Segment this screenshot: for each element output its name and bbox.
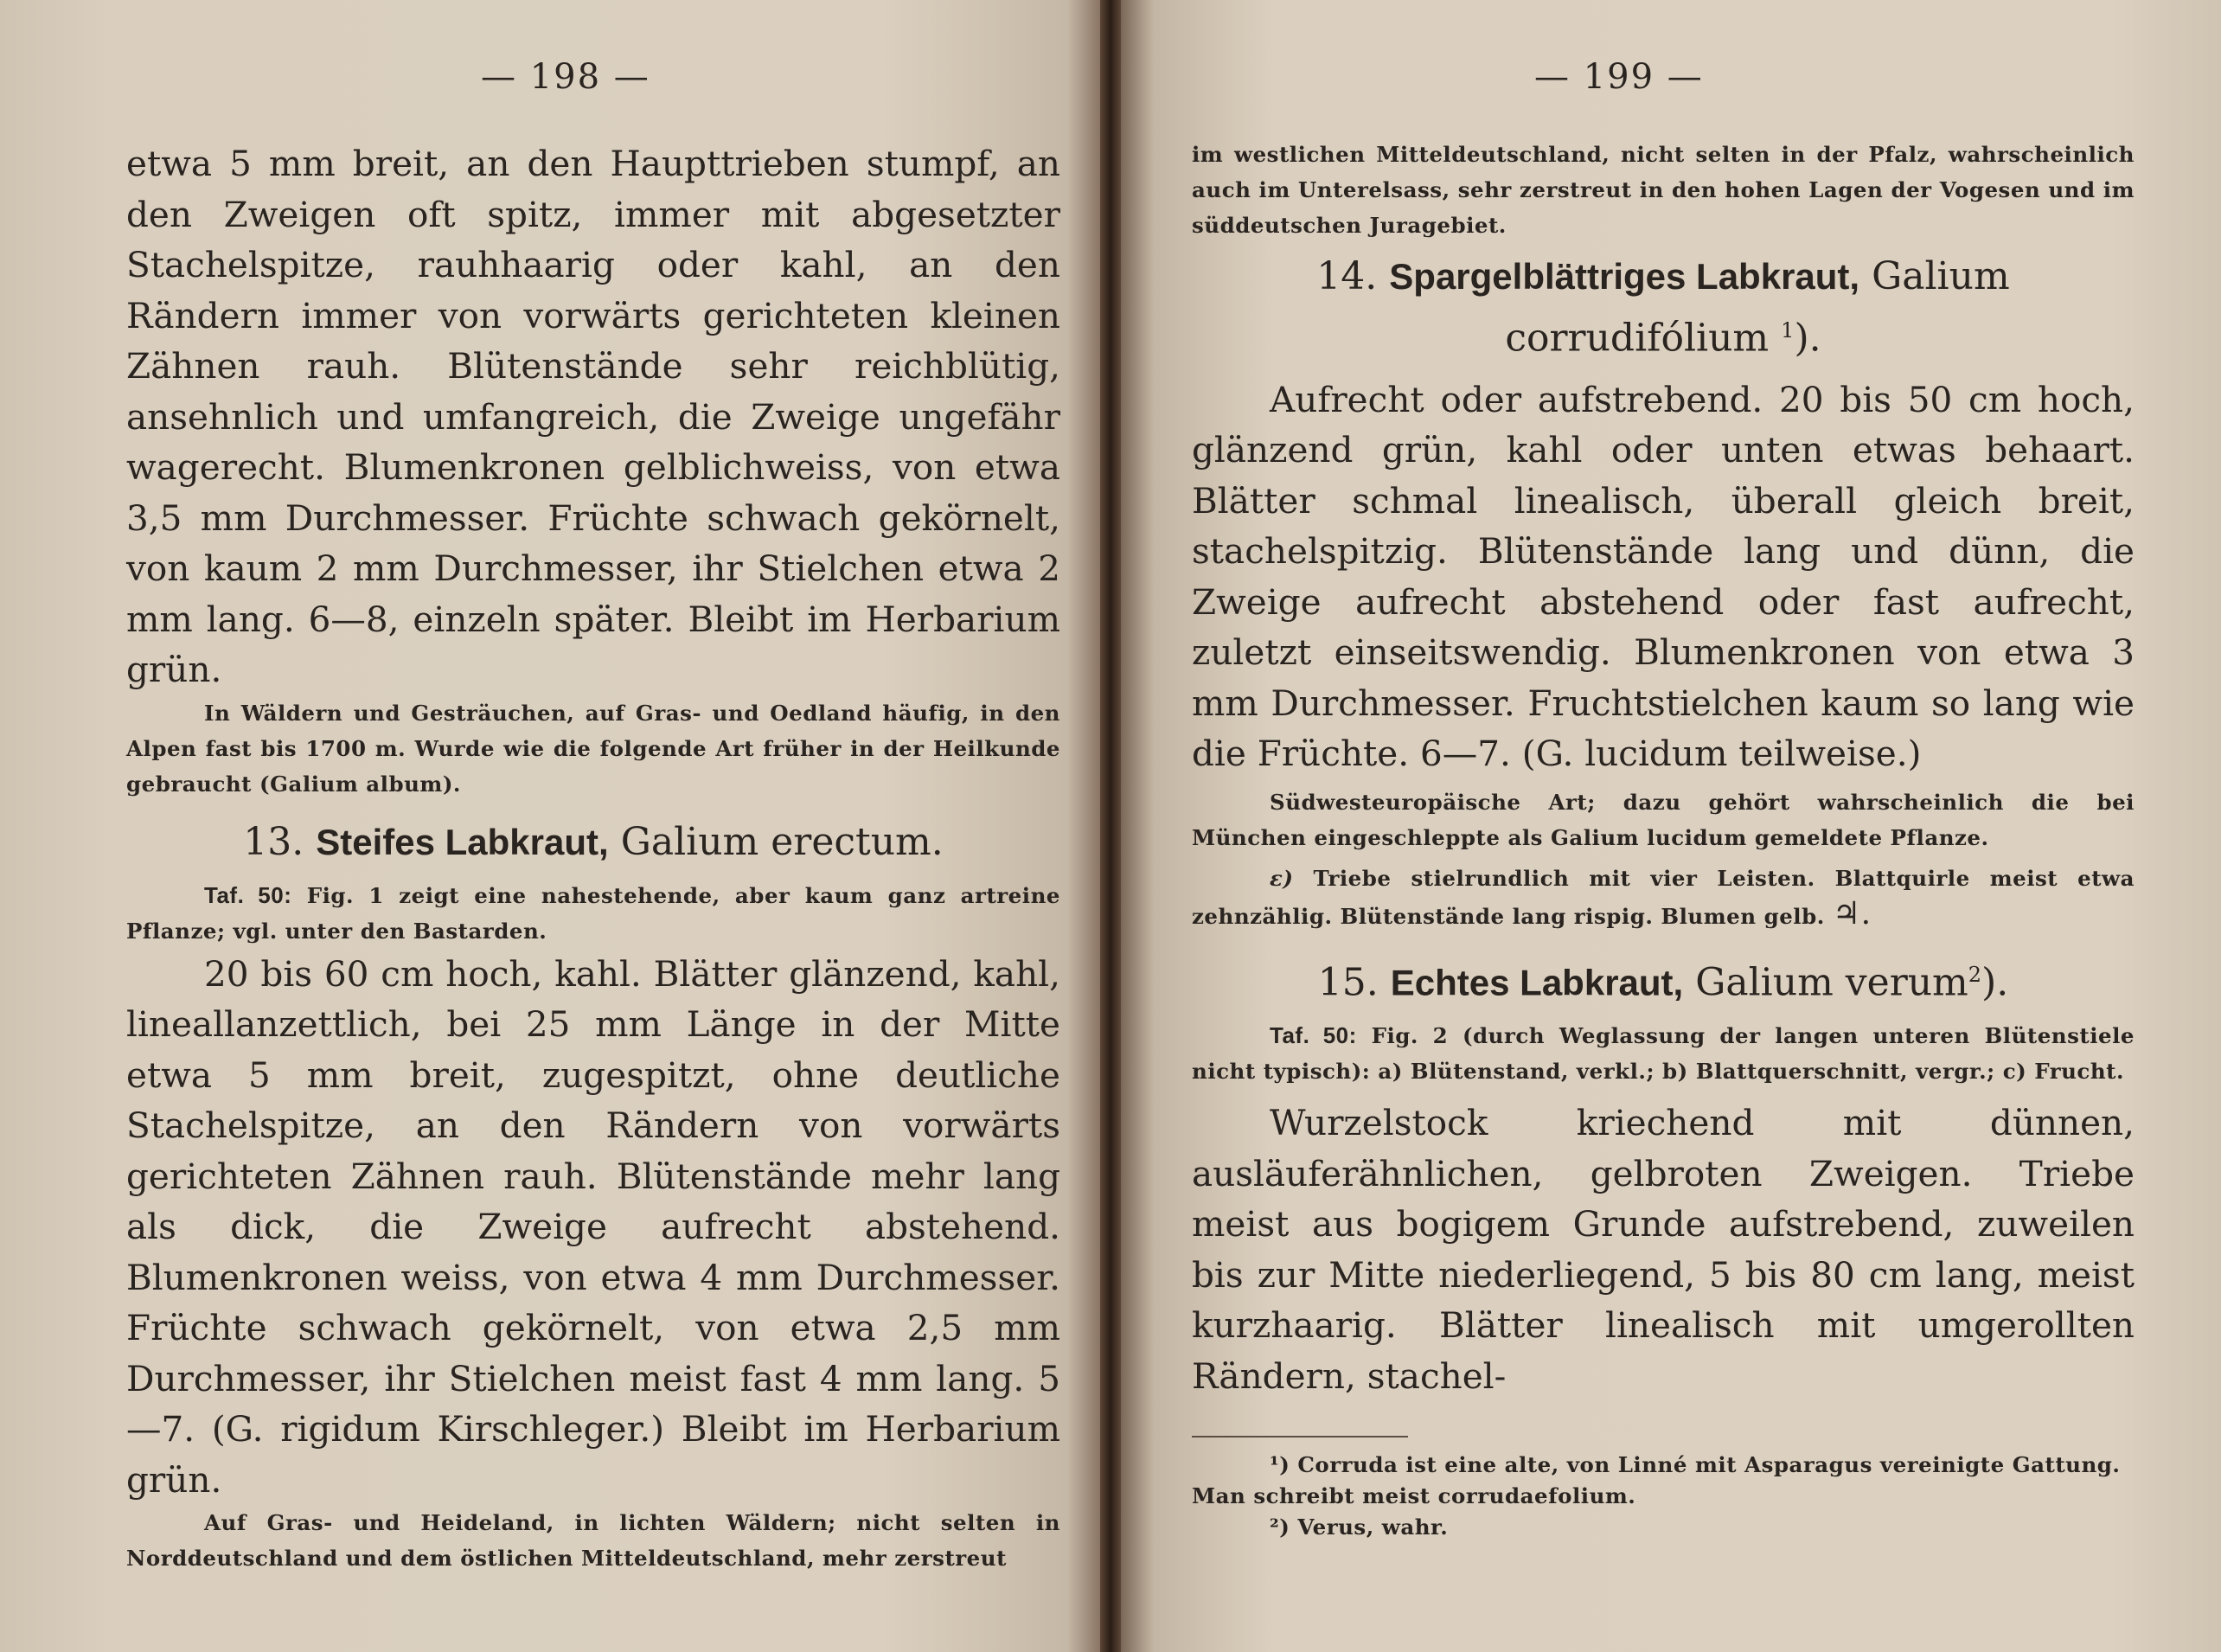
footnote — [1192, 1450, 2135, 1512]
species-heading — [126, 816, 1060, 869]
habitat-note: In Wäldern und Gesträuchen, auf Gras- und Oedland häufig, in den Alpen fast bis 1700 m. Wurde wie die folgende Art früher in der Heilkunde gebraucht (Galium album). — [126, 700, 1060, 797]
habitat-note: Auf Gras- und Heideland, in lichten Wäldern; nicht selten in Norddeutschland und dem östlichen Mitteldeutschland, mehr zerstreut — [126, 1510, 1060, 1571]
page-number: — 199 — — [1534, 57, 1704, 97]
species-latin-name: Galium — [1872, 254, 2010, 298]
species-german-name: Echtes Labkraut, — [1390, 962, 1684, 1003]
plate-label: Taf. 50: — [1270, 1022, 1357, 1049]
footnote-marker: 1 — [1781, 318, 1795, 343]
heading-tail: ). — [1981, 960, 2009, 1005]
species-heading — [1192, 250, 2135, 366]
plate-label: Taf. 50: — [204, 881, 292, 908]
variety-symbol: ε) — [1270, 865, 1294, 891]
footnote-divider — [1192, 1436, 1408, 1437]
plate-text: Fig. 2 (durch Weglassung der langen unteren Blütenstiele nicht typisch): a) Blütenstand, verkl.; b) Blattquerschnitt, vergr.; c) Frucht. — [1192, 1023, 2135, 1085]
species-description: Aufrecht oder aufstrebend. 20 bis 50 cm hoch, glänzend grün, kahl oder unten etwas behaart. Blätter schmal linealisch, überall gleich breit, stachelspitzig. Blütenstände lang und dünn, die Zweige aufrecht abstehend oder fast aufrecht, zuletzt einseitswendig. Blumenkronen von etwa 3 mm Durchmesser. Fruchtstielchen kaum so lang wie die Früchte. 6—7. (G. lucidum teilweise.) — [1192, 378, 2135, 775]
plate-reference — [126, 878, 1060, 949]
continuation-paragraph: etwa 5 mm breit, an den Haupttrieben stumpf, an den Zweigen oft spitz, immer mit abgesetzter Stachelspitze, rauhhaarig oder kahl, an den Rändern immer von vorwärts gerichteten kleinen Zähnen rauh. Blütenstände sehr reichblütig, ansehnlich und umfangreich, die Zweige ungefähr wagerecht. Blumenkronen gelblichweiss, von etwa 3,5 mm Durchmesser. Früchte schwach gekörnelt, von kaum 2 mm Durchmesser, ihr Stielchen etwa 2 mm lang. 6—8, einzeln später. Bleibt im Herbarium grün. — [126, 143, 1060, 690]
habitat-note: Südwesteuropäische Art; dazu gehört wahrscheinlich die bei München eingeschleppte als Galium lucidum gemeldete Pflanze. — [1192, 789, 2135, 850]
left-page — [0, 0, 1100, 1652]
plate-reference — [1192, 1018, 2135, 1089]
species-number: 14. — [1316, 254, 1378, 298]
footnote-text: Verus, wahr. — [1297, 1514, 1449, 1540]
species-german-name: Spargelblättriges Labkraut, — [1389, 256, 1860, 297]
species-latin-name: Galium erectum. — [620, 819, 944, 864]
species-latin-name: Galium verum — [1695, 960, 1968, 1005]
species-latin-name: corrudifólium — [1505, 316, 1770, 361]
variety-text: Triebe stielrundlich mit vier Leisten. Blattquirle meist etwa zehnzählig. Blütenstände lang rispig. Blumen gelb. — [1192, 865, 2135, 929]
plate-text: Fig. 1 zeigt eine nahestehende, aber kaum ganz artreine Pflanze; vgl. unter den Bastarden. — [126, 882, 1060, 944]
left-text-column — [126, 138, 1060, 1576]
right-text-column — [1192, 137, 2135, 1543]
species-number: 13. — [243, 819, 304, 864]
perennial-symbol: ♃. — [1832, 895, 1872, 932]
page-number: — 198 — — [481, 57, 650, 97]
habitat-note: im westlichen Mitteldeutschland, nicht selten in der Pfalz, wahrscheinlich auch im Unterelsass, sehr zerstreut in den hohen Lagen der Vogesen und im süddeutschen Juragebiet. — [1192, 142, 2135, 238]
species-heading — [1192, 948, 2135, 1010]
footnote-marker: 2 — [1968, 962, 1982, 987]
footnote-mark: ¹) — [1270, 1452, 1290, 1478]
footnote — [1192, 1512, 2135, 1543]
footnote-text: Corruda ist eine alte, von Linné mit Asparagus vereinigte Gattung. Man schreibt meist corrudaefolium. — [1192, 1452, 2121, 1509]
variety-note — [1192, 861, 2135, 934]
species-description: Wurzelstock kriechend mit dünnen, ausläuferähnlichen, gelbroten Zweigen. Triebe meist aus bogigem Grunde aufstrebend, zuweilen bis zur Mitte niederliegend, 5 bis 80 cm lang, meist kurzhaarig. Blätter linealisch mit umgerollten Rändern, stachel- — [1192, 1102, 2135, 1397]
species-german-name: Steifes Labkraut, — [316, 821, 609, 862]
species-number: 15. — [1317, 960, 1379, 1005]
footnote-mark: ²) — [1270, 1514, 1290, 1540]
right-page — [1121, 0, 2221, 1652]
heading-tail: ). — [1794, 316, 1821, 361]
species-description: 20 bis 60 cm hoch, kahl. Blätter glänzend, kahl, lineallanzettlich, bei 25 mm Länge in der Mitte etwa 5 mm breit, zugespitzt, ohne deutliche Stachelspitze, an den Rändern von vorwärts gerichteten Zähnen rauh. Blütenstände mehr lang als dick, die Zweige aufrecht abstehend. Blumenkronen weiss, von etwa 4 mm Durchmesser. Früchte schwach gekörnelt, von etwa 2,5 mm Durchmesser, ihr Stielchen meist fast 4 mm lang. 5—7. (G. rigidum Kirschleger.) Bleibt im Herbarium grün. — [126, 952, 1060, 1501]
book-gutter — [1100, 0, 1121, 1652]
